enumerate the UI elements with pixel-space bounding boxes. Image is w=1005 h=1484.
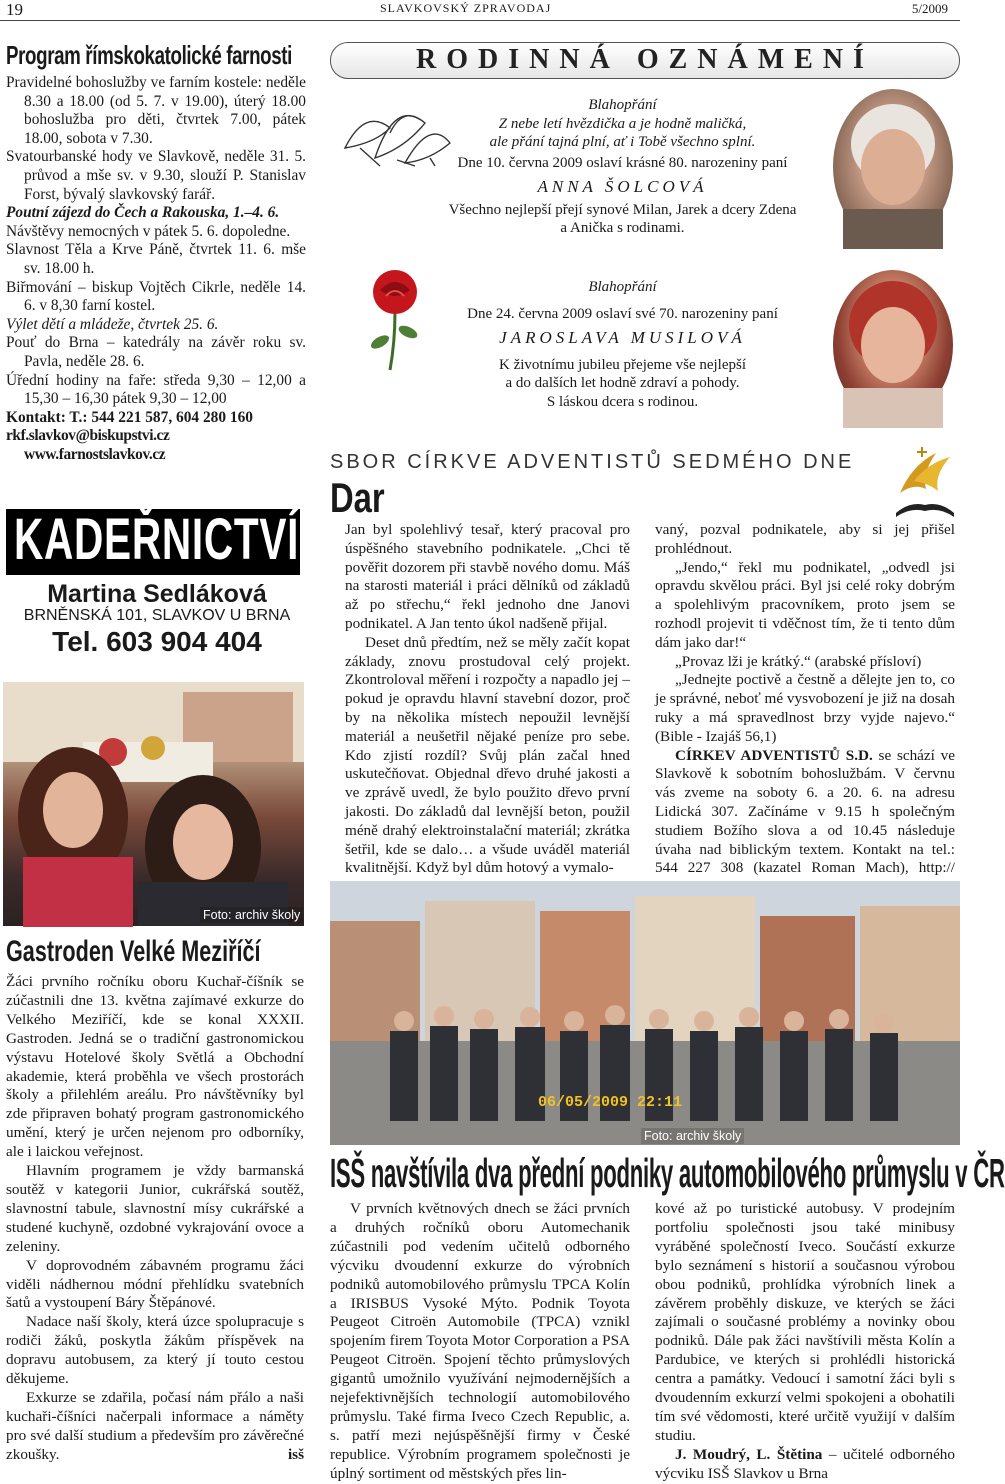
ad-owner-name: Martina Sedláková bbox=[47, 580, 267, 608]
ad-address: BRNĚNSKÁ 101, SLAVKOV U BRNA bbox=[23, 607, 291, 624]
ad-headline: KADEŘNICTVÍ bbox=[14, 507, 300, 572]
rose-illustration bbox=[350, 262, 440, 372]
adventist-heading: SBOR CÍRKVE ADVENTISTŮ SEDMÉHO DNE bbox=[330, 451, 855, 473]
greeting-1-wish: Všechno nejlepší přejí synové Milan, Jarek a dcery Zdena bbox=[448, 201, 797, 218]
parish-line: Poutní zájezd do Čech a Rakouska, 1.–4. 6. bbox=[6, 204, 280, 222]
photo-credit: Foto: archiv školy bbox=[200, 907, 303, 923]
iss-paragraph: kové až po turistické autobusy. V prodejním portfoliu společnosti jsou také minibusy vyráběné společností Iveco. Součástí exkurze bylo seznámení s historií a současnou výrobou obou podniků, prohlídka výrobních linek a závěrem proběhly diskuze, ve kterých se žáci zajímali o současné problémy a novinky obou podniků. Dále pak žáci navštívili města Kolín a Pardubice, ve kterých si prohlédli historická centra a památky. Vedoucí i samotní žáci byli s dvoudenním exkurzí velmi spokojeni a obohatili tím své vědomosti, které určitě využijí v dalším studiu. bbox=[655, 1200, 955, 1444]
issue-number: 5/2009 bbox=[911, 1, 948, 16]
adventist-column-1 bbox=[345, 521, 630, 878]
parish-line: Pouť do Brna – katedrály na závěr roku sv. Pavla, neděle 28. 6. bbox=[6, 334, 306, 370]
adventist-article-title: Dar bbox=[330, 474, 385, 521]
ad-phone: Tel. 603 904 404 bbox=[52, 626, 262, 657]
iss-column-1: V prvních květnových dnech se žáci prvních a druhých ročníků oboru Automechanik zúčastnili pod vedením učitelů odborného výcviku dvoudenní exkurze do výrobních podniků automobilového průmyslu TPCA Kolín a IRISBUS Vysoké Mýto. Podnik Toyota Peugeot Citroën Automobile (TPCA) vznikl spojením firem Toyota Motor Corporation a PSA Peugeot Citroën. Spojení těchto průmyslových gigantů umožnilo využívání nejmodernějších a nejefektivnějších technologií automobilového průmyslu. Také firma Iveco Czech Republic, a. s. patří mezi nejúspěšnější firmy v České republice. Výrobním programem společnosti je úplný sortiment od městských přes lin- bbox=[330, 1200, 630, 1482]
greeting-2-wish: S láskou dcera s rodinou. bbox=[546, 393, 699, 410]
gastroden-paragraph: V doprovodném zábavném programu žáci viděli nádhernou módní přehlídku svatebních šatů a vystoupení Báry Štěpánové. bbox=[6, 1256, 304, 1312]
gastroden-signature: isš bbox=[287, 1445, 304, 1463]
gastroden-body bbox=[6, 973, 304, 1465]
photo-date-stamp: 06/05/2009 22:11 bbox=[538, 1094, 683, 1111]
adventist-paragraph: „Jendo,“ řekl mu podnikatel, „odvedl jsi opravdu skvělou práci. Byl jsi celé roky dobrým a spolehlivým pracovníkem, proto jsem se rozhodl projevit ti vděčnost tím, že ti tento dům dám jako dar!“ bbox=[655, 558, 955, 651]
publication-title: SLAVKOVSKÝ ZPRAVODAJ bbox=[380, 1, 552, 15]
gastroden-paragraph-text: Exkurze se zdařila, počasí nám přálo a naši kuchaři-číšníci načerpali informace a náměty pro své další studium a především pro závěrečné zkoušky. bbox=[6, 1388, 304, 1463]
greeting-2-heading: Blahopřání bbox=[588, 279, 657, 295]
iss-signature bbox=[655, 1446, 955, 1484]
portrait-anna-solcova bbox=[833, 89, 953, 244]
iss-article-title: ISŠ navštívila dva přední podniky automobilového průmyslu v ČR bbox=[330, 1150, 1005, 1196]
adventist-paragraph: „Jednejte poctivě a čestně a dělejte jen to, co je správné, neboť mé vysvobození je již na dosah ruky a má spravedlnost brzy vyjde najevo.“ (Bible - Izajáš 56,1) bbox=[655, 671, 955, 745]
adventist-paragraph: Jan byl spolehlivý tesař, který pracoval pro úspěšného stavebního podnikatele. „Chci tě pověřit dozorem při stavbě nového domu. Máš na starosti materiál i práci dělníků od základů až po střechu,“ řekl jednoho dne Janovi podnikatel. A Jan tento úkol nadšeně přijal. bbox=[345, 521, 630, 632]
gastroden-paragraph bbox=[6, 1389, 304, 1465]
gastroden-title: Gastroden Velké Meziříčí bbox=[6, 935, 261, 968]
greeting-2-date: Dne 24. června 2009 oslaví své 70. narozeniny paní bbox=[467, 305, 778, 322]
greeting-1-poem: ale přání tajná plní, ať i Tobě všechno splní. bbox=[489, 134, 756, 150]
greeting-2-name: JAROSLAVA MUSILOVÁ bbox=[499, 328, 746, 347]
gastroden-paragraph: Hlavním programem je vždy barmanská soutěž v kategorii Junior, cukrářská soutěž, slavnostní tabule, slavnostní mísy cukrářské a studené kuchyně, ozdobné vykrajování ovoce a zeleniny. bbox=[6, 1162, 304, 1255]
page-number: 19 bbox=[6, 0, 23, 19]
adventist-column-2 bbox=[655, 521, 955, 897]
students-photo-gastroden bbox=[3, 682, 304, 926]
greeting-1 bbox=[430, 96, 815, 238]
parish-line: Pravidelné bohoslužby ve farním kostele: neděle 8.30 a 18.00 (od 5. 7. v 19.00), úterý 18.00 bohoslužba pro děti, čtvrtek 7.00, pátek 18.00, sobota v 7.30. bbox=[6, 74, 306, 147]
photo-credit: Foto: archiv školy bbox=[641, 1128, 744, 1144]
adventist-church-info bbox=[655, 747, 955, 897]
family-banner-title: RODINNÁ OZNÁMENÍ bbox=[416, 44, 874, 75]
header-rule bbox=[0, 20, 960, 21]
parish-line: Biřmování – biskup Vojtěch Cikrle, neděle 14. 6. v 8,30 farní kostel. bbox=[6, 278, 306, 315]
iss-column-2 bbox=[655, 1200, 955, 1484]
greeting-1-name: ANNA ŠOLCOVÁ bbox=[537, 177, 708, 196]
adventist-logo-icon bbox=[892, 443, 958, 519]
parish-program-title: Program římskokatolické farnosti bbox=[6, 40, 293, 70]
greeting-1-date: Dne 10. června 2009 oslaví krásné 80. narozeniny paní bbox=[457, 154, 788, 171]
church-info-text: se schází ve Slavkově k sobotním bohoslužbám. V červnu vás zveme na soboty 6. a 20. 6. na adresu Lidická 307. Začínáme v 9.15 h společným studiem Božího slova a od 10.45 následuje úvaha nad biblickým textem. Kontakt na tel.: 544 227 308 (kazatel Roman Mach), http:// bbox=[655, 746, 955, 877]
gastroden-paragraph: Žáci prvního ročníku oboru Kuchař-číšník se zúčastnili dne 13. května zajímavé exkurze do Velkého Meziříčí, kde se konal XXXII. Gastroden. Jedná se o tradiční gastronomickou výstavu Hotelové školy Světlá a Obchodní akademie, která proběhla ve všech prostorách školy a přilehlém areálu. Pro návštěvníky byl zde připraven bohatý program gastronomického umění, který je určen nejenom pro odborníky, ale i laickou veřejnost. bbox=[6, 973, 304, 1161]
parish-line: Výlet dětí a mládeže, čtvrtek 25. 6. bbox=[6, 315, 219, 333]
parish-line: Slavnost Těla a Krve Páně, čtvrtek 11. 6. mše sv. 18.00 h. bbox=[6, 241, 306, 277]
parish-line: Úřední hodiny na faře: středa 9,30 – 12,00 a 15,30 – 16,30 pátek 9,30 – 12,00 bbox=[6, 371, 306, 408]
iss-signature-role: – učitelé odborného výcviku ISŠ Slavkov u Brna bbox=[655, 1445, 955, 1482]
greeting-1-poem: Z nebe letí hvězdička a je hodně maličká, bbox=[498, 115, 747, 132]
adventist-paragraph: „Provaz lži je krátký.“ (arabské přísloví) bbox=[675, 652, 922, 670]
greeting-2 bbox=[430, 278, 815, 411]
greeting-2-wish: a do dalších let hodně zdraví a pohody. bbox=[505, 375, 740, 391]
gastroden-paragraph: Nadace naší školy, která úzce spolupracuje s rodiči žáků, poskytla žákům příspěvek na dopravu autobusem, za který jí touto cestou děkujeme. bbox=[6, 1313, 304, 1388]
adventist-paragraph: vaný, pozval podnikatele, aby si jej přišel prohlédnout. bbox=[655, 521, 955, 557]
parish-contact-web: rkf.slavkov@biskupstvi.cz www.farnostslavkov.cz bbox=[6, 427, 170, 463]
greeting-2-wish: K životnímu jubileu přejeme vše nejlepší bbox=[498, 356, 747, 373]
iss-signature-name: J. Moudrý, L. Štětina bbox=[675, 1445, 823, 1463]
parish-line: Návštěvy nemocných v pátek 5. 6. dopoledne. bbox=[6, 222, 291, 240]
adventist-paragraph: Deset dnů předtím, než se měly začít kopat základy, znovu prostudoval celý projekt. Zkontroloval měření i rozpočty a napadlo jej – pokud je opravdu hlavní stavební dozor, proč by na několika místech nepoužil levnější materiál a neušetřil nějaké peníze pro sebe. Kdo zjistí rozdíl? Svůj plán začal hned uskutečňovat. Objednal dřevo druhé jakosti a ve zprávě uvedl, že bylo použito dřevo první jakosti. Do základů dal levnější beton, použil méně drahý elektroinstalační materiál; zkrátka šetřil, kde se dalo… a všude uváděl materiál kvalitnější. Když byl dům hotový a vymalo- bbox=[345, 633, 630, 877]
greeting-1-wish: a Anička s rodinami. bbox=[560, 220, 685, 236]
portrait-jaroslava-musilova bbox=[833, 270, 953, 420]
parish-program-body bbox=[6, 74, 306, 464]
greeting-1-heading: Blahopřání bbox=[588, 97, 657, 113]
parish-contact-phone: Kontakt: T.: 544 221 587, 604 280 160 bbox=[6, 408, 253, 426]
parish-line: Svatourbanské hody ve Slavkově, neděle 31. 5. průvod a mše sv. v 9.30, slouží P. Stanislav Forst, bývalý slavkovský farář. bbox=[6, 148, 306, 203]
church-name: CÍRKEV ADVENTISTŮ S.D. bbox=[675, 746, 873, 764]
